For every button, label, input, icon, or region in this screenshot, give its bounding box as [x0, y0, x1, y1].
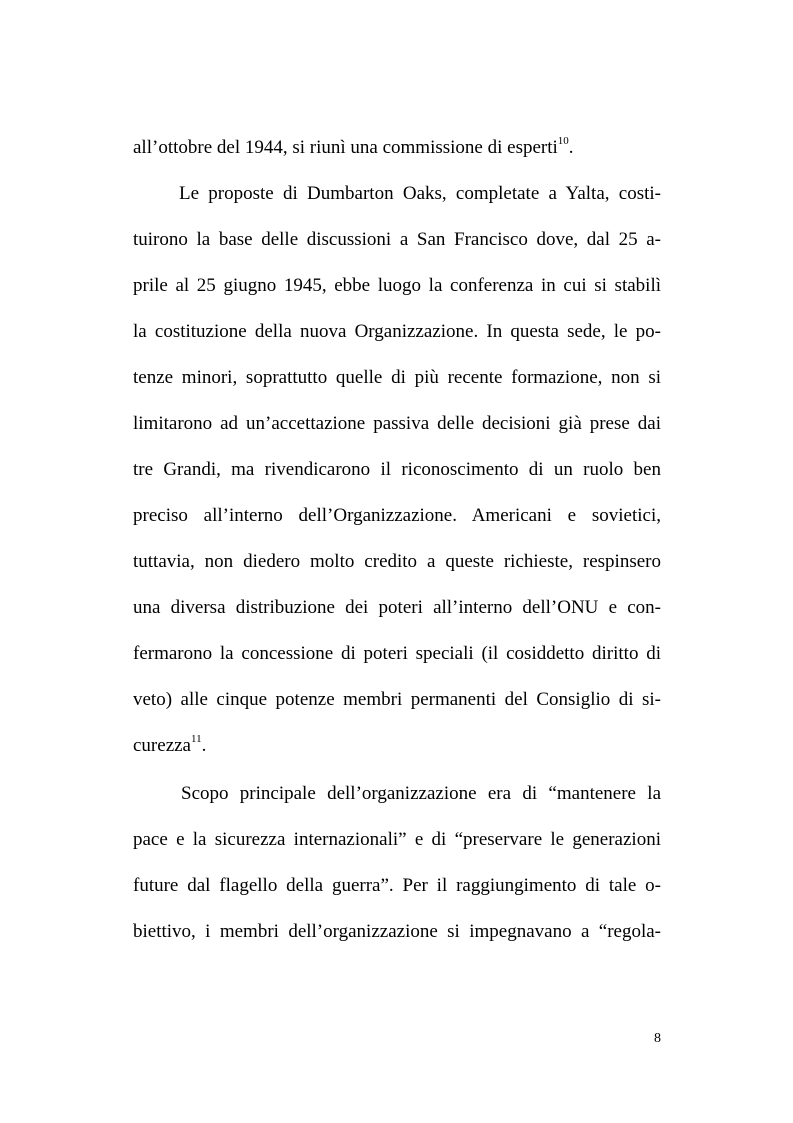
- page-number: 8: [654, 1031, 661, 1046]
- text-line: una diversa distribuzione dei poteri all’interno dell’ONU e con-: [133, 597, 661, 618]
- text-line: Le proposte di Dumbarton Oaks, completate a Yalta, costi-: [179, 183, 661, 204]
- text-line: future dal flagello della guerra”. Per il raggiungimento di tale o-: [133, 875, 661, 896]
- footnote-reference[interactable]: 11: [191, 732, 202, 745]
- text-line: all’ottobre del 1944, si riunì una commissione di esperti$^{10}$.: [133, 134, 574, 158]
- text-line: la costituzione della nuova Organizzazione. In questa sede, le po-: [133, 321, 661, 342]
- text-line: tenze minori, soprattutto quelle di più recente formazione, non si: [133, 367, 661, 388]
- text-line: tuttavia, non diedero molto credito a queste richieste, respinsero: [133, 551, 661, 572]
- text-line: prile al 25 giugno 1945, ebbe luogo la conferenza in cui si stabilì: [133, 275, 661, 296]
- text-line: veto) alle cinque potenze membri permanenti del Consiglio di si-: [133, 689, 661, 710]
- footnote-reference[interactable]: 10: [557, 134, 569, 147]
- text-line: tre Grandi, ma rivendicarono il riconoscimento di un ruolo ben: [133, 459, 661, 480]
- text-line: limitarono ad un’accettazione passiva delle decisioni già prese dai: [133, 413, 661, 434]
- text-line: fermarono la concessione di poteri speciali (il cosiddetto diritto di: [133, 643, 661, 664]
- text-line: biettivo, i membri dell’organizzazione si impegnavano a “regola-: [133, 921, 661, 942]
- text-line: Scopo principale dell’organizzazione era di “mantenere la: [181, 783, 661, 804]
- text-line: tuirono la base delle discussioni a San Francisco dove, dal 25 a-: [133, 229, 661, 250]
- text-line: pace e la sicurezza internazionali” e di “preservare le generazioni: [133, 829, 661, 850]
- text-line: preciso all’interno dell’Organizzazione. Americani e sovietici,: [133, 505, 661, 526]
- text-line: curezza$^{11}$.: [133, 732, 207, 756]
